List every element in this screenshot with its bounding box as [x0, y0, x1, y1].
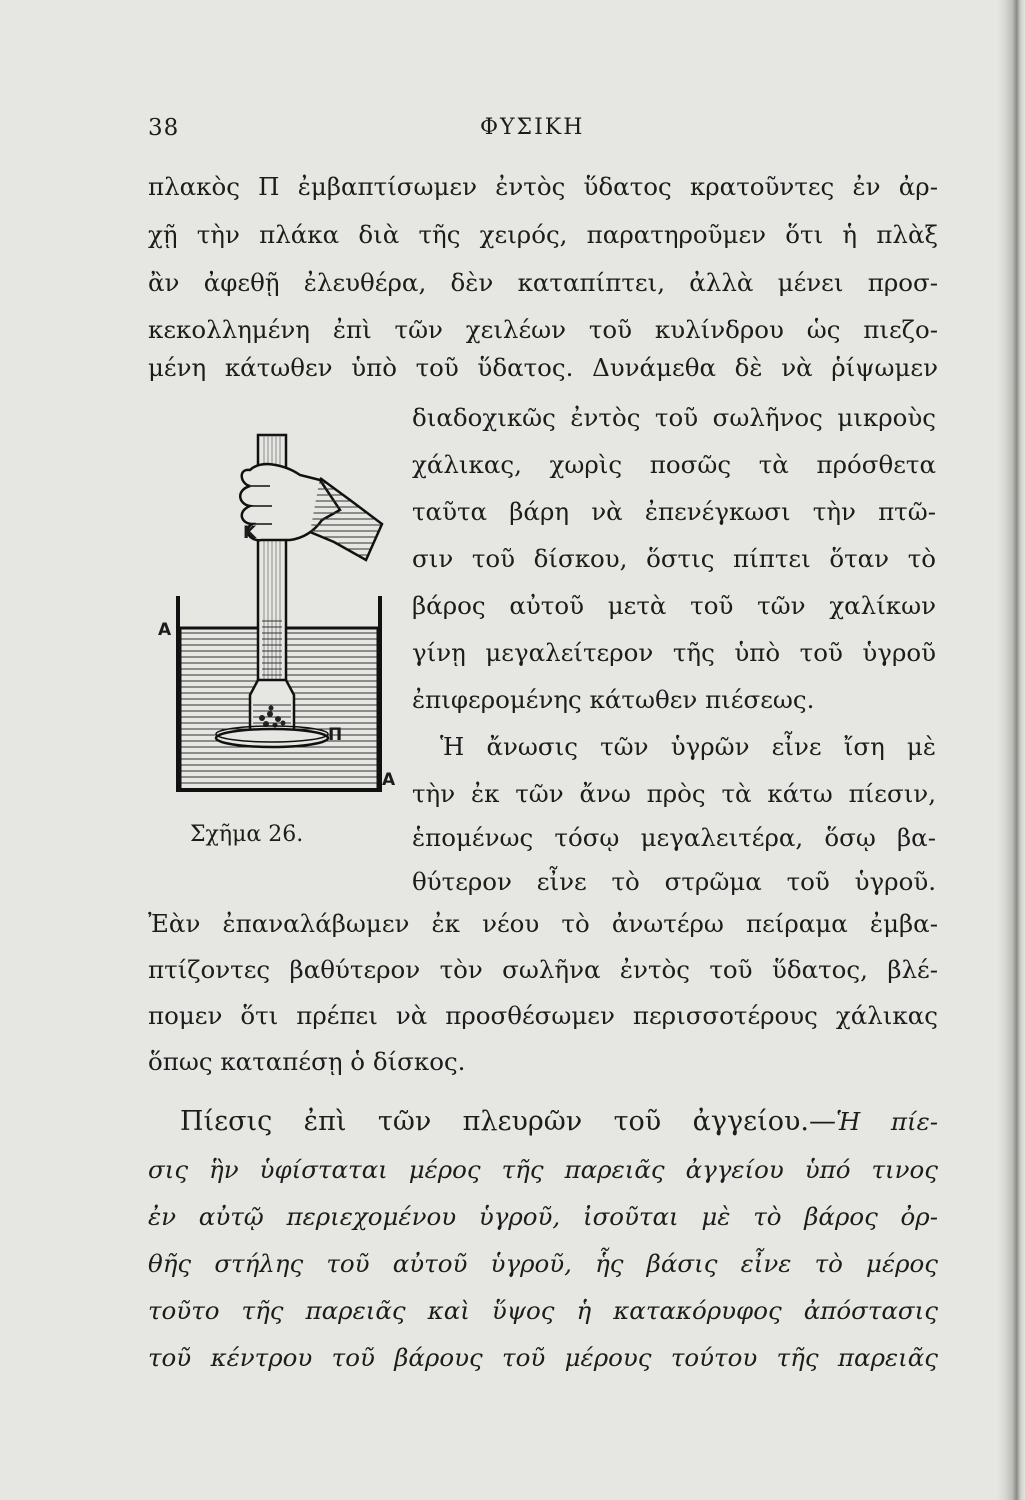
label-disc: Π — [328, 725, 343, 745]
label-vessel-right: Α — [382, 770, 396, 790]
section-first-line — [180, 1108, 938, 1135]
text-line: ὅπως καταπέσῃ ὁ δίσκος. — [148, 1047, 466, 1076]
section-first-line-text: Ἡ πίε- — [835, 1107, 939, 1136]
section-text-line: τοῦ κέντρου τοῦ βάρους τοῦ μέρους τούτου τῆς παρειᾶς — [148, 1343, 938, 1372]
text-line: χῇ τὴν πλάκα διὰ τῆς χειρός, παρατηροῦμεν ὅτι ἡ πλὰξ — [148, 220, 938, 249]
text-line: πλακὸς Π ἐμβαπτίσωμεν ἐντὸς ὕδατος κρατοῦντες ἐν ἀρ- — [148, 172, 938, 201]
running-title: ΦΥΣΙΚΗ — [480, 115, 585, 140]
text-line: Ἐὰν ἐπαναλάβωμεν ἐκ νέου τὸ ἀνωτέρω πείραμα ἐμβα- — [148, 909, 938, 938]
column-text-line: διαδοχικῶς ἐντὸς τοῦ σωλῆνος μικροὺς — [412, 403, 936, 432]
text-line: πομεν ὅτι πρέπει νὰ προσθέσωμεν περισσοτέρους χάλικας — [148, 1001, 938, 1030]
column-text-line: γίνῃ μεγαλείτερον τῆς ὑπὸ τοῦ ὑγροῦ — [412, 638, 936, 667]
column-text-line: χάλικας, χωρὶς ποσῶς τὰ πρόσθετα — [412, 450, 936, 479]
column-text-line: ἐπιφερομένης κάτωθεν πιέσεως. — [412, 685, 815, 714]
column-text-line: ἑπομένως τόσῳ μεγαλειτέρα, ὅσῳ βα- — [412, 823, 936, 852]
section-text-line: σις ἣν ὑφίσταται μέρος τῆς παρειᾶς ἀγγείου ὑπό τινος — [148, 1155, 938, 1184]
experiment-illustration — [150, 420, 400, 810]
section-text-line: θῆς στήλης τοῦ αὐτοῦ ὑγροῦ, ἧς βάσις εἶνε τὸ μέρος — [148, 1249, 938, 1278]
text-line: ἂν ἀφεθῇ ἐλευθέρα, δὲν καταπίπτει, ἀλλὰ μένει προσ- — [148, 268, 938, 297]
column-text-line: θύτερον εἶνε τὸ στρῶμα τοῦ ὑγροῦ. — [412, 867, 936, 896]
text-line: μένη κάτωθεν ὑπὸ τοῦ ὕδατος. Δυνάμεθα δὲ νὰ ῥίψωμεν — [148, 353, 938, 382]
label-tube: Κ — [243, 523, 257, 543]
section-text-line: ἐν αὐτῷ περιεχομένου ὑγροῦ, ἰσοῦται μὲ τὸ βάρος ὀρ- — [148, 1202, 938, 1231]
text-line: πτίζοντες βαθύτερον τὸν σωλῆνα ἐντὸς τοῦ ὕδατος, βλέ- — [148, 955, 938, 984]
section-title: Πίεσις ἐπὶ τῶν πλευρῶν τοῦ ἀγγείου. — [180, 1106, 809, 1137]
figure-26 — [150, 420, 400, 810]
section-text-line: τοῦτο τῆς παρειᾶς καὶ ὕψος ἡ κατακόρυφος ἀπόστασις — [148, 1296, 938, 1325]
section-dash: — — [808, 1106, 836, 1137]
column-text-line: Ἡ ἄνωσις τῶν ὑγρῶν εἶνε ἴση μὲ — [440, 732, 936, 761]
column-text-line: σιν τοῦ δίσκου, ὅστις πίπτει ὅταν τὸ — [412, 544, 936, 573]
label-vessel-left: Α — [158, 620, 172, 640]
figure-caption: Σχῆμα 26. — [190, 822, 304, 847]
column-text-line: βάρος αὐτοῦ μετὰ τοῦ τῶν χαλίκων — [412, 591, 936, 620]
text-line: κεκολλημένη ἐπὶ τῶν χειλέων τοῦ κυλίνδρου ὡς πιεζο- — [148, 315, 938, 344]
column-text-line: ταῦτα βάρη νὰ ἐπενέγκωσι τὴν πτῶ- — [412, 497, 936, 526]
column-text-line: τὴν ἐκ τῶν ἄνω πρὸς τὰ κάτω πίεσιν, — [412, 779, 936, 808]
page-edge-shadow — [997, 0, 1025, 1500]
page-number: 38 — [148, 115, 180, 141]
